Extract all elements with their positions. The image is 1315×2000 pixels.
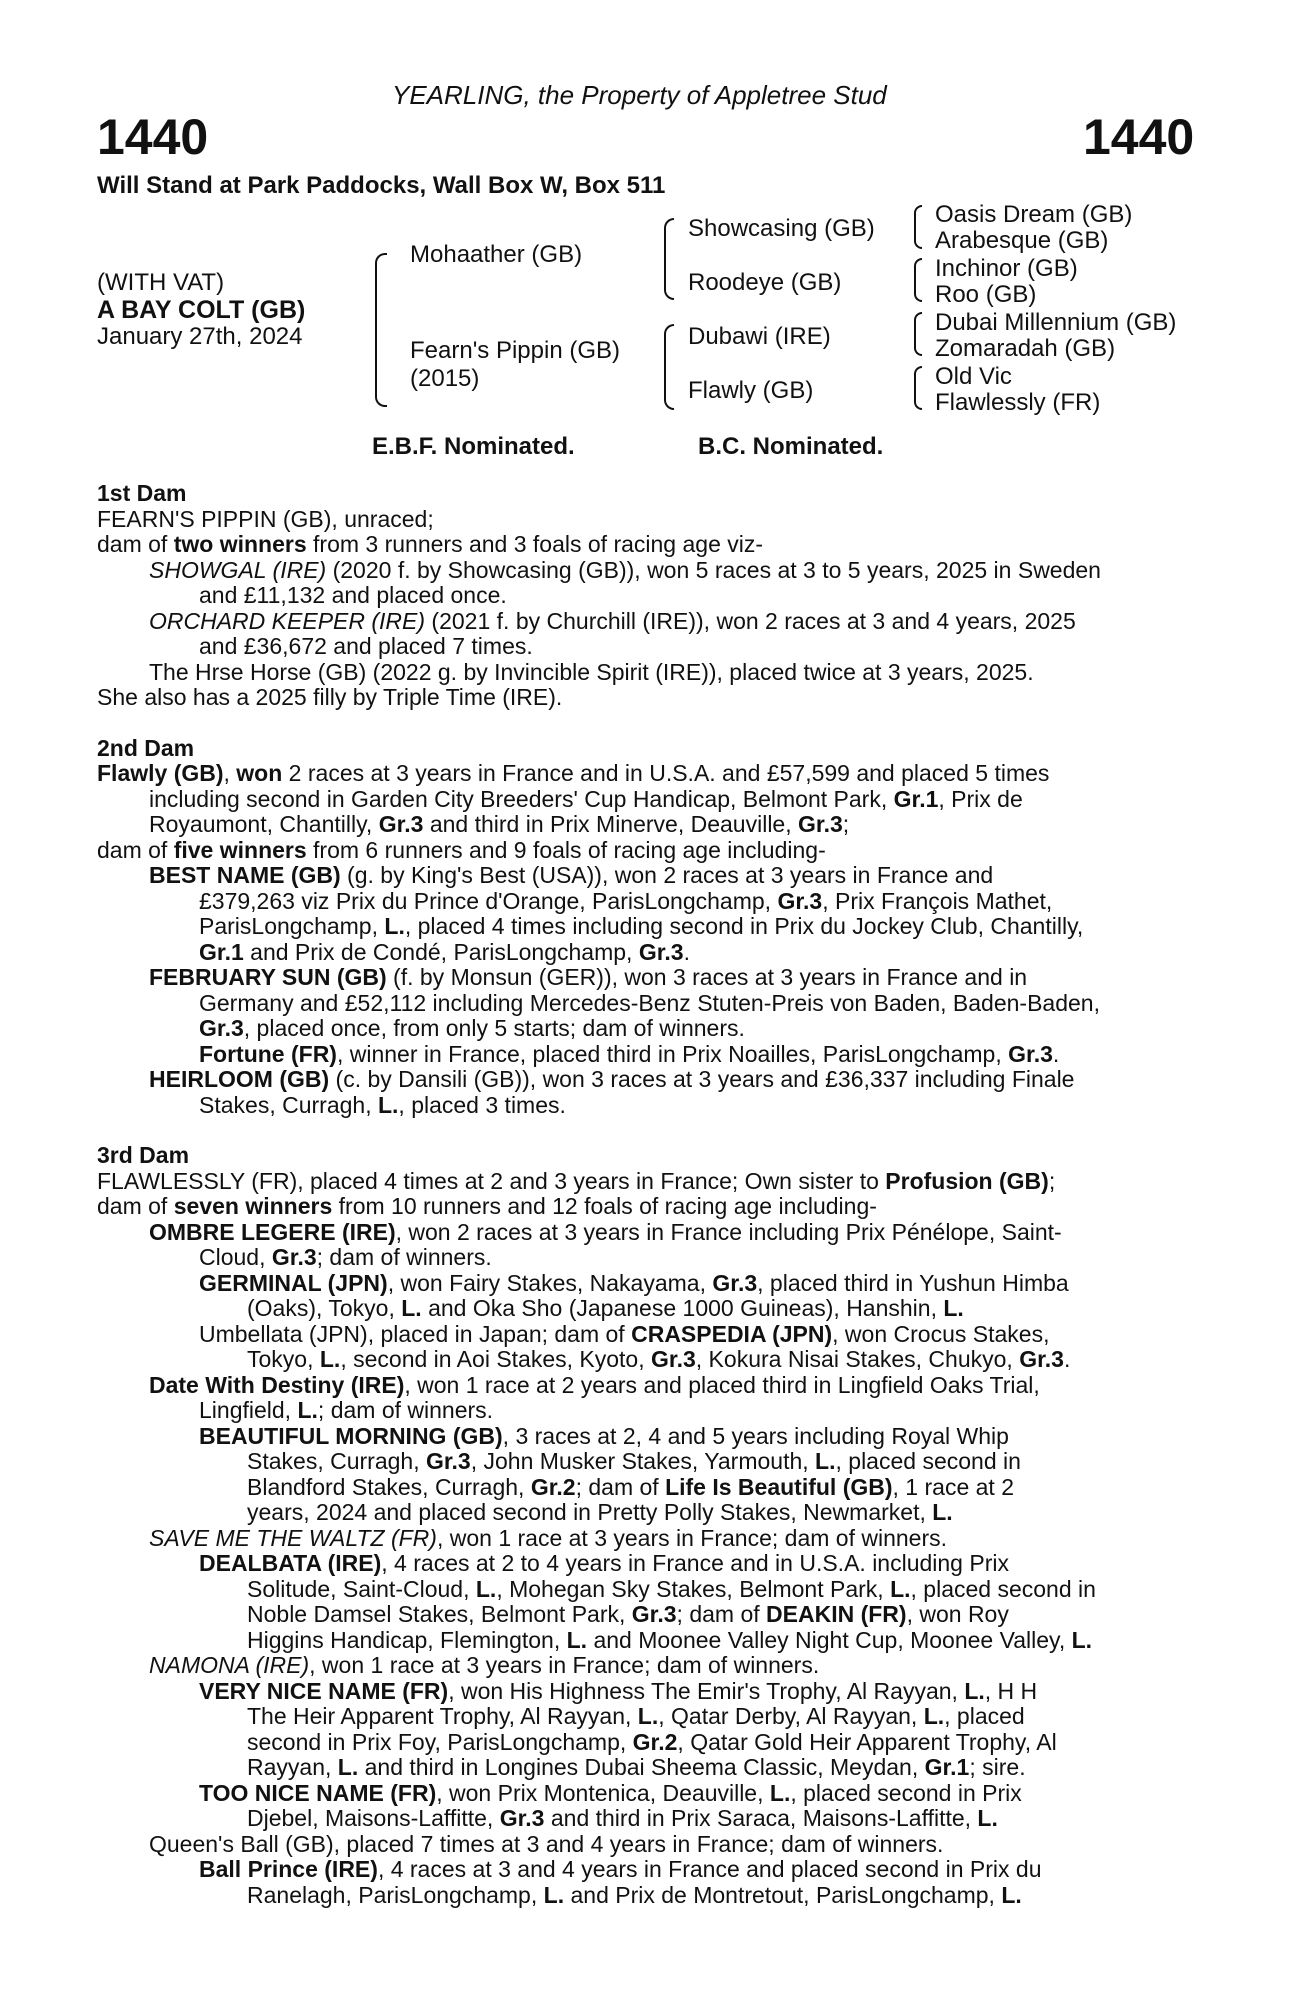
third-dam-line: Rayyan, L. and third in Longines Dubai Sheema Classic, Meydan, Gr.1; sire. bbox=[247, 1754, 1026, 1780]
second-dam-line: Germany and £52,112 including Mercedes-Benz Stuten-Preis von Baden, Baden-Baden, bbox=[199, 989, 1100, 1016]
dam-sire: Dubawi (IRE) bbox=[688, 323, 831, 350]
first-dam-line: dam of two winners from 3 runners and 3 foals of racing age viz- bbox=[97, 531, 764, 557]
first-dam-line: FEARN'S PIPPIN (GB), unraced; bbox=[97, 505, 434, 532]
second-dam-line: BEST NAME (GB) (g. by King's Best (USA)), won 2 races at 3 years in France and bbox=[149, 862, 994, 888]
sale-subtitle: YEARLING, the Property of Appletree Stud bbox=[392, 80, 887, 110]
ancestor-2: Arabesque (GB) bbox=[935, 227, 1109, 254]
lot-number-left: 1440 bbox=[97, 109, 209, 165]
pedigree-brace-g1 bbox=[914, 205, 922, 249]
third-dam-line: TOO NICE NAME (FR), won Prix Montenica, Deauville, L., placed second in Prix bbox=[199, 1779, 1022, 1806]
second-dam-line: Flawly (GB), won 2 races at 3 years in France and in U.S.A. and £57,599 and placed 5 times bbox=[97, 760, 1050, 786]
ancestor-5: Dubai Millennium (GB) bbox=[935, 309, 1177, 336]
dam-dam: Flawly (GB) bbox=[688, 377, 814, 404]
third-dam-line: dam of seven winners from 10 runners and 12 foals of racing age including- bbox=[97, 1193, 877, 1219]
first-dam-line: She also has a 2025 filly by Triple Time (IRE). bbox=[97, 684, 563, 710]
first-dam-line: SHOWGAL (IRE) (2020 f. by Showcasing (GB)), won 5 races at 3 to 5 years, 2025 in Sweden bbox=[149, 556, 1101, 583]
ancestor-4: Roo (GB) bbox=[935, 281, 1037, 308]
third-dam-line: Ball Prince (IRE), 4 races at 3 and 4 years in France and placed second in Prix du bbox=[199, 1856, 1042, 1882]
second-dam-line: Fortune (FR), winner in France, placed third in Prix Noailles, ParisLongchamp, Gr.3. bbox=[199, 1040, 1060, 1067]
third-dam-line: Ranelagh, ParisLongchamp, L. and Prix de Montretout, ParisLongchamp, L. bbox=[247, 1881, 1022, 1908]
first-dam-line: and £36,672 and placed 7 times. bbox=[199, 633, 533, 659]
second-dam-line: Royaumont, Chantilly, Gr.3 and third in Prix Minerve, Deauville, Gr.3; bbox=[149, 811, 850, 837]
second-dam-line: FEBRUARY SUN (GB) (f. by Monsun (GER)), won 3 races at 3 years in France and in bbox=[149, 964, 1028, 990]
sire-sire: Showcasing (GB) bbox=[688, 215, 875, 242]
third-dam-line: second in Prix Foy, ParisLongchamp, Gr.2, Qatar Gold Heir Apparent Trophy, Al bbox=[247, 1728, 1057, 1755]
third-dam-line: FLAWLESSLY (FR), placed 4 times at 2 and 3 years in France; Own sister to Profusion (GB); bbox=[97, 1167, 1056, 1194]
ancestor-7: Old Vic bbox=[935, 363, 1012, 390]
first-dam-heading: 1st Dam bbox=[97, 480, 187, 506]
third-dam-line: NAMONA (IRE), won 1 race at 3 years in France; dam of winners. bbox=[149, 1652, 820, 1678]
first-dam-line: ORCHARD KEEPER (IRE) (2021 f. by Churchill (IRE)), won 2 races at 3 and 4 years, 2025 bbox=[149, 607, 1076, 634]
catalogue-body bbox=[97, 481, 1203, 1908]
second-dam-line: including second in Garden City Breeders' Cup Handicap, Belmont Park, Gr.1, Prix de bbox=[149, 785, 1023, 812]
sire-dam: Roodeye (GB) bbox=[688, 269, 842, 296]
ancestor-3: Inchinor (GB) bbox=[935, 255, 1078, 282]
third-dam-line: VERY NICE NAME (FR), won His Highness The Emir's Trophy, Al Rayyan, L., H H bbox=[199, 1677, 1038, 1704]
pedigree-brace-g4 bbox=[914, 366, 922, 410]
bc-nomination: B.C. Nominated. bbox=[698, 433, 884, 460]
second-dam-line: dam of five winners from 6 runners and 9 foals of racing age including- bbox=[97, 836, 826, 863]
third-dam-line: Blandford Stakes, Curragh, Gr.2; dam of Life Is Beautiful (GB), 1 race at 2 bbox=[247, 1473, 1014, 1500]
third-dam-line: (Oaks), Tokyo, L. and Oka Sho (Japanese 1000 Guineas), Hanshin, L. bbox=[247, 1295, 964, 1321]
third-dam-line: Stakes, Curragh, Gr.3, John Musker Stakes, Yarmouth, L., placed second in bbox=[247, 1448, 1021, 1474]
third-dam-line: Cloud, Gr.3; dam of winners. bbox=[199, 1244, 492, 1270]
third-dam-line: Solitude, Saint-Cloud, L., Mohegan Sky Stakes, Belmont Park, L., placed second in bbox=[247, 1575, 1096, 1602]
third-dam-line: Date With Destiny (IRE), won 1 race at 2 years and placed third in Lingfield Oaks Trial, bbox=[149, 1371, 1040, 1398]
third-dam-line: SAVE ME THE WALTZ (FR), won 1 race at 3 years in France; dam of winners. bbox=[149, 1524, 948, 1551]
third-dam-line: Noble Damsel Stakes, Belmont Park, Gr.3; dam of DEAKIN (FR), won Roy bbox=[247, 1601, 1009, 1627]
third-dam-line: Djebel, Maisons-Laffitte, Gr.3 and third in Prix Saraca, Maisons-Laffitte, L. bbox=[247, 1805, 998, 1831]
third-dam-line: DEALBATA (IRE), 4 races at 2 to 4 years in France and in U.S.A. including Prix bbox=[199, 1550, 1009, 1576]
lot-number-right: 1440 bbox=[1083, 109, 1195, 165]
vat-note: (WITH VAT) bbox=[97, 269, 225, 296]
pedigree-brace-main bbox=[375, 253, 387, 407]
pedigree-brace-g3 bbox=[914, 312, 922, 356]
third-dam-heading: 3rd Dam bbox=[97, 1142, 190, 1168]
dam-name: Fearn's Pippin (GB) bbox=[410, 337, 620, 364]
third-dam-line: Queen's Ball (GB), placed 7 times at 3 and 4 years in France; dam of winners. bbox=[149, 1830, 944, 1857]
third-dam-line: GERMINAL (JPN), won Fairy Stakes, Nakayama, Gr.3, placed third in Yushun Himba bbox=[199, 1269, 1069, 1296]
third-dam-line: The Heir Apparent Trophy, Al Rayyan, L., Qatar Derby, Al Rayyan, L., placed bbox=[247, 1703, 1025, 1729]
first-dam-line: The Hrse Horse (GB) (2022 g. by Invincible Spirit (IRE)), placed twice at 3 years, 2025. bbox=[149, 658, 1034, 685]
second-dam-line: HEIRLOOM (GB) (c. by Dansili (GB)), won 3 races at 3 years and £36,337 including Finale bbox=[149, 1066, 1075, 1092]
third-dam-line: Umbellata (JPN), placed in Japan; dam of CRASPEDIA (JPN), won Crocus Stakes, bbox=[199, 1320, 1050, 1347]
foaling-date: January 27th, 2024 bbox=[97, 323, 303, 350]
ancestor-8: Flawlessly (FR) bbox=[935, 389, 1101, 416]
third-dam-line: Lingfield, L.; dam of winners. bbox=[199, 1397, 494, 1423]
second-dam-line: Stakes, Curragh, L., placed 3 times. bbox=[199, 1091, 566, 1118]
dam-year: (2015) bbox=[410, 365, 480, 392]
third-dam-line: OMBRE LEGERE (IRE), won 2 races at 3 years in France including Prix Pénélope, Saint- bbox=[149, 1218, 1062, 1245]
second-dam-line: Gr.3, placed once, from only 5 starts; dam of winners. bbox=[199, 1015, 745, 1041]
third-dam-line: Higgins Handicap, Flemington, L. and Moonee Valley Night Cup, Moonee Valley, L. bbox=[247, 1626, 1093, 1653]
second-dam-heading: 2nd Dam bbox=[97, 734, 195, 761]
ebf-nomination: E.B.F. Nominated. bbox=[372, 433, 575, 460]
pedigree-brace-g2 bbox=[914, 258, 922, 302]
sire-name: Mohaather (GB) bbox=[410, 241, 583, 268]
horse-name: A BAY COLT (GB) bbox=[97, 296, 306, 324]
third-dam-line: Tokyo, L., second in Aoi Stakes, Kyoto, Gr.3, Kokura Nisai Stakes, Chukyo, Gr.3. bbox=[247, 1346, 1071, 1372]
stand-location: Will Stand at Park Paddocks, Wall Box W, Box 511 bbox=[97, 172, 666, 199]
third-dam-line: BEAUTIFUL MORNING (GB), 3 races at 2, 4 and 5 years including Royal Whip bbox=[199, 1422, 1009, 1449]
third-dam-line: years, 2024 and placed second in Pretty Polly Stakes, Newmarket, L. bbox=[247, 1499, 953, 1525]
second-dam-line: ParisLongchamp, L., placed 4 times including second in Prix du Jockey Club, Chantilly, bbox=[199, 913, 1084, 939]
second-dam-line: Gr.1 and Prix de Condé, ParisLongchamp, Gr.3. bbox=[199, 938, 690, 965]
pedigree-brace-dam bbox=[664, 324, 674, 410]
second-dam-line: £379,263 viz Prix du Prince d'Orange, ParisLongchamp, Gr.3, Prix François Mathet, bbox=[199, 887, 1053, 914]
ancestor-1: Oasis Dream (GB) bbox=[935, 201, 1133, 228]
first-dam-line: and £11,132 and placed once. bbox=[199, 582, 507, 608]
ancestor-6: Zomaradah (GB) bbox=[935, 335, 1116, 362]
pedigree-brace-sire bbox=[664, 218, 674, 300]
